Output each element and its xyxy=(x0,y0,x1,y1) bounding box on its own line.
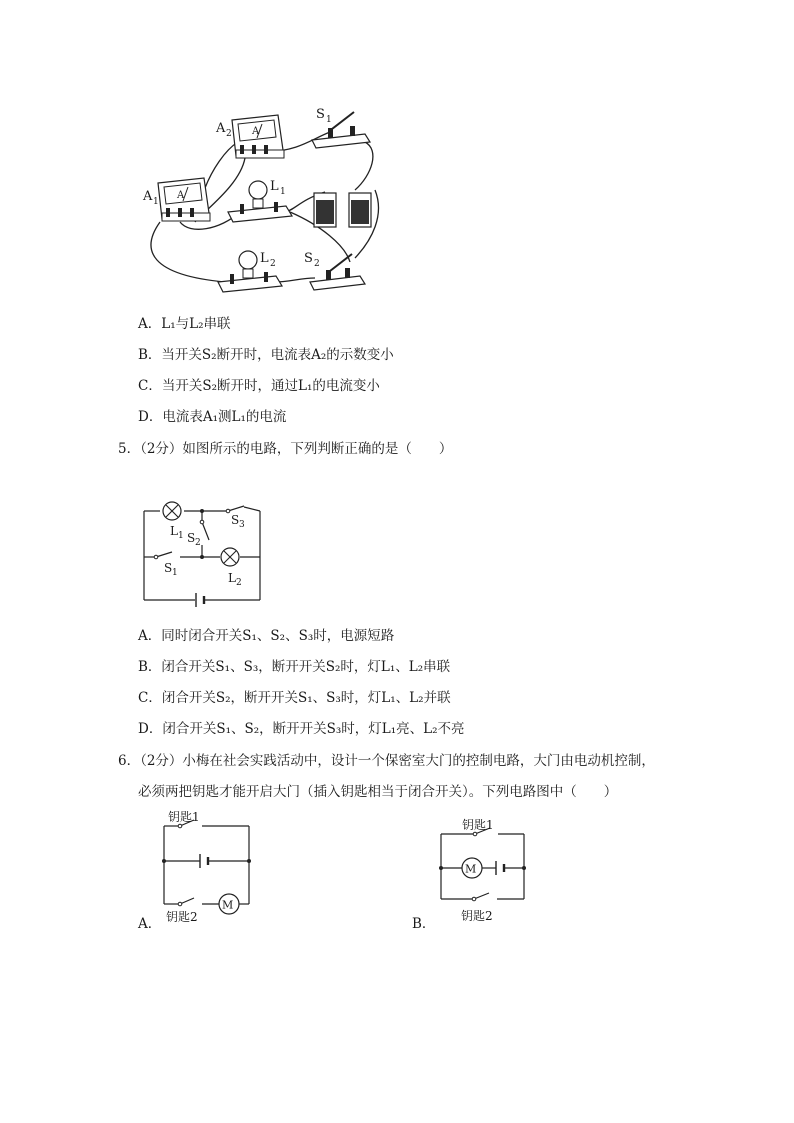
label-a1-sub: 1 xyxy=(153,197,159,207)
q5-label-s2: S xyxy=(187,531,196,545)
q5-label-l1-sub: 1 xyxy=(178,531,184,541)
q5-label-l2-sub: 2 xyxy=(236,578,242,588)
q5-option-b: B．闭合开关S₁、S₃，断开开关S₂时，灯L₁、L₂串联 xyxy=(138,659,451,675)
label-l1: L xyxy=(270,179,279,194)
q6b-key1-label: 钥匙1 xyxy=(462,818,494,832)
q4-option-c: C．当开关S₂断开时，通过L₁的电流变小 xyxy=(138,378,380,394)
q6b-motor-label: M xyxy=(465,862,477,876)
label-a2: A xyxy=(216,121,226,136)
q5-label-s3: S xyxy=(231,513,240,527)
q5-option-d: D．闭合开关S₁、S₂，断开开关S₃时，灯L₁亮、L₂不亮 xyxy=(138,721,465,737)
label-s1: S xyxy=(316,107,325,122)
q6-option-a-label: A． xyxy=(138,916,162,932)
q5-label-s3-sub: 3 xyxy=(239,520,245,530)
q6a-key2-label: 钥匙2 xyxy=(166,910,198,924)
label-l1-sub: 1 xyxy=(280,187,286,197)
q6-stem-line1: 6．（2分）小梅在社会实践活动中，设计一个保密室大门的控制电路，大门由电动机控制， xyxy=(118,753,655,769)
q4-option-b: B．当开关S₂断开时，电流表A₂的示数变小 xyxy=(138,347,394,363)
q5-label-s1-sub: 1 xyxy=(172,568,178,578)
q5-stem: 5．（2分）如图所示的电路，下列判断正确的是（ ） xyxy=(118,441,453,457)
label-a2-sub: 2 xyxy=(226,129,232,139)
q6b-key2-label: 钥匙2 xyxy=(461,909,493,923)
q5-label-l1: L xyxy=(170,524,178,538)
label-s1-sub: 1 xyxy=(326,115,332,125)
label-s2: S xyxy=(304,251,313,266)
q6a-motor-label: M xyxy=(222,898,234,912)
label-l2: L xyxy=(260,251,269,266)
q6-stem-line2: 必须两把钥匙才能开启大门（插入钥匙相当于闭合开关）。下列电路图中（ ） xyxy=(138,784,618,800)
q6-option-b-label: B． xyxy=(412,916,436,932)
q4-option-a: A．L₁与L₂串联 xyxy=(138,316,231,332)
q4-option-d: D．电流表A₁测L₁的电流 xyxy=(138,409,287,425)
q5-label-s1: S xyxy=(164,561,173,575)
label-a1: A xyxy=(143,189,153,204)
ammeter-a1-symbol: A xyxy=(177,190,185,201)
q5-option-a: A．同时闭合开关S₁、S₂、S₃时，电源短路 xyxy=(138,628,395,644)
q6a-key1-label: 钥匙1 xyxy=(168,810,200,824)
label-l2-sub: 2 xyxy=(270,259,276,269)
q5-option-c: C．闭合开关S₂，断开开关S₁、S₃时，灯L₁、L₂并联 xyxy=(138,690,451,706)
q5-label-s2-sub: 2 xyxy=(195,538,201,548)
ammeter-a2-symbol: A xyxy=(252,126,260,137)
label-s2-sub: 2 xyxy=(314,259,320,269)
q5-label-l2: L xyxy=(228,571,236,585)
